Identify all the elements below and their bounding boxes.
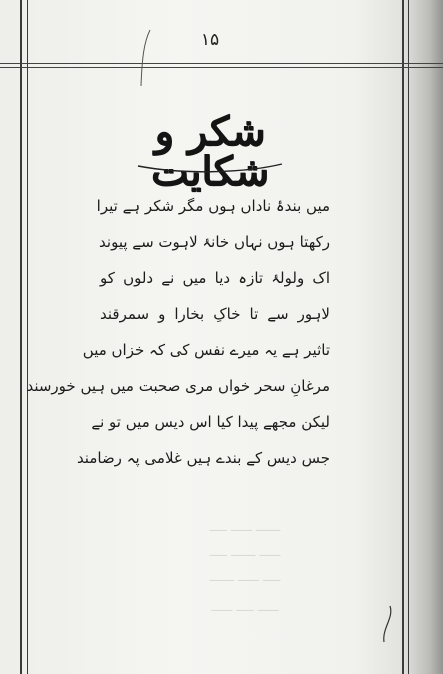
pencil-stroke-mark (138, 28, 152, 88)
page-fold-shadow (403, 0, 443, 674)
page-number: ۱۵ (200, 30, 220, 50)
header-rule-top (0, 63, 443, 64)
right-border-inner (408, 0, 409, 674)
title-swash-ornament (120, 160, 300, 174)
left-border-outer (20, 0, 22, 674)
verse-line: لیکن مجھے پیدا کیا اس دیس میں تو نے (91, 413, 330, 431)
verse-line: رکھتا ہوں نہاں خانۂ لاہوت سے پیوند (99, 233, 330, 251)
margin-hook-mark (376, 604, 396, 644)
poem-title: شکر و شکایت (150, 108, 270, 195)
verse-line: مرغانِ سحر خواں مری صحبت میں ہیں خورسند (26, 377, 330, 395)
bleed-through-text: ـــــــ ــــــ ـــــ (209, 520, 281, 534)
right-border-outer (402, 0, 404, 674)
bleed-through-text: ـــــ ــــــ ـــــــ (209, 570, 281, 584)
verse-line: جس دیس کے بندے ہیں غلامی پہ رضامند (76, 449, 330, 467)
verse-line: اک ولولۂ تازہ دیا میں نے دلوں کو (100, 269, 330, 287)
verse-line: میں بندۂ ناداں ہوں مگر شکر ہے تیرا (96, 197, 330, 215)
bleed-through-text: ــــــ ـــــــ ـــــ (209, 545, 281, 559)
header-rule-bottom (0, 67, 443, 68)
left-border-inner (27, 0, 28, 674)
poem-verses (26, 188, 330, 476)
verse-line: تاثیر ہے یہ میرے نفس کی کہ خزاں میں (82, 341, 330, 359)
bleed-through-text: ــــــ ـــــ ــــــ (211, 600, 279, 614)
verse-line: لاہور سے تا خاکِ بخارا و سمرقند (100, 305, 330, 323)
